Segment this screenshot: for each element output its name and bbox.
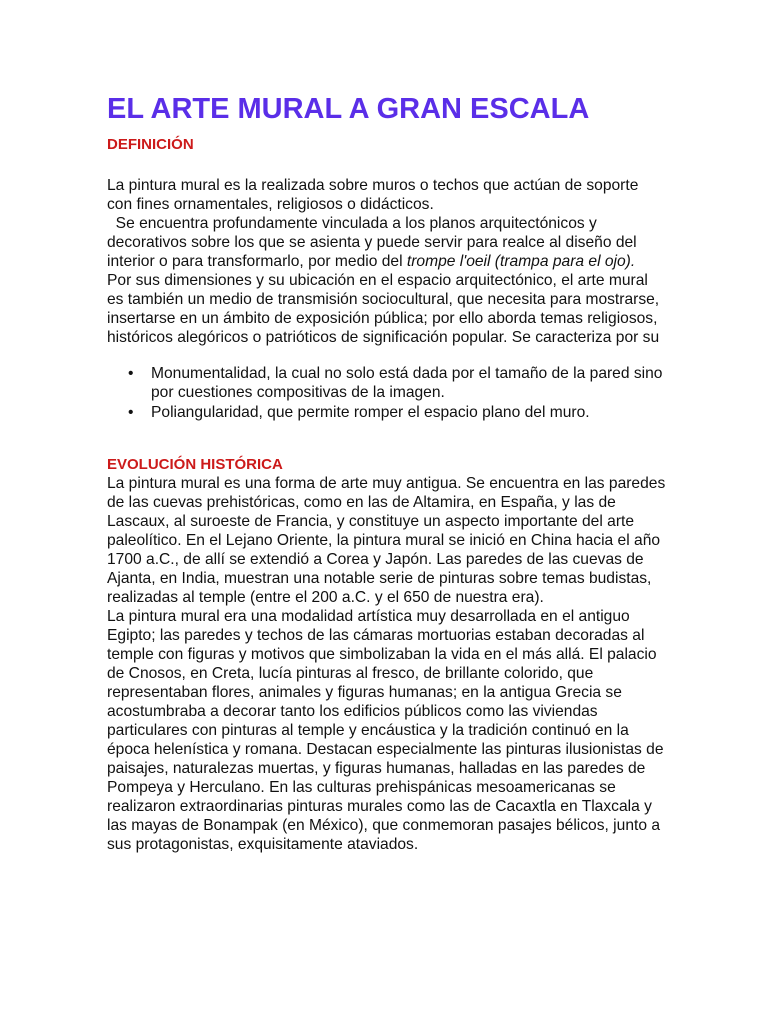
section-heading-evolucion: EVOLUCIÓN HISTÓRICA — [107, 456, 283, 473]
definicion-paragraph-2-text: Se encuentra profundamente vinculada a los planos arquitectónicos y decorativos sobre los que se asienta y puede servir para realce al diseño del interior o para transformarlo, por medio del — [107, 215, 637, 270]
spacer — [107, 154, 667, 176]
characteristics-list — [107, 364, 667, 422]
definicion-paragraph-3: Por sus dimensiones y su ubicación en el espacio arquitectónico, el arte mural es también un medio de transmisión sociocultural, que necesita para mostrarse, insertarse en un ámbito de exposición pública; por ello aborda temas religiosos, históricos alegóricos o patrióticos de significación popular. Se caracteriza por su — [107, 272, 660, 346]
list-item-text: Monumentalidad, la cual no solo está dada por el tamaño de la pared sino por cuestiones compositivas de la imagen. — [151, 365, 663, 401]
bullet-icon: • — [128, 404, 134, 421]
evolucion-paragraph-2: La pintura mural era una modalidad artística muy desarrollada en el antiguo Egipto; las paredes y techos de las cámaras mortuorias estaban decoradas al temple con figuras y motivos que simbolizaban la vida en el más allá. El palacio de Cnosos, en Creta, lucía pinturas al fresco, de brillante colorido, que representaban flores, animales y figuras humanas; en la antigua Grecia se acostumbraba a decorar tanto los edificios públicos como las viviendas particulares con pinturas al temple y encáustica y la tradición continuó en la época helenística y romana. Destacan especialmente las pinturas ilusionistas de paisajes, naturalezas muertas, y figuras humanas, halladas en las paredes de Pompeya y Herculano. En las culturas prehispánicas mesoamericanas se realizaron extraordinarias pinturas murales como las de Cacaxtla en Tlaxcala y las mayas de Bonampak (en México), que conmemoran pasajes bélicos, junto a sus protagonistas, exquisitamente ataviados. — [107, 608, 664, 853]
spacer — [107, 423, 667, 456]
evolucion-paragraph-1: La pintura mural es una forma de arte muy antigua. Se encuentra en las paredes de las cuevas prehistóricas, como en las de Altamira, en España, y las de Lascaux, al suroeste de Francia, y constituye un aspecto importante del arte paleolítico. En el Lejano Oriente, la pintura mural se inició en China hacia el año 1700 a.C., de allí se extendió a Corea y Japón. Las paredes de las cuevas de Ajanta, en India, muestran una notable serie de pinturas sobre temas budistas, realizadas al temple (entre el 200 a.C. y el 650 de nuestra era). — [107, 475, 666, 606]
spacer — [107, 347, 667, 364]
list-item — [107, 403, 667, 422]
definicion-paragraph-2 — [107, 214, 667, 271]
list-item-text: Poliangularidad, que permite romper el espacio plano del muro. — [151, 404, 590, 421]
document-page — [107, 92, 667, 854]
section-heading-definicion: DEFINICIÓN — [107, 136, 194, 153]
definicion-paragraph-1: La pintura mural es la realizada sobre muros o techos que actúan de soporte con fines ornamentales, religiosos o didácticos. — [107, 177, 639, 213]
bullet-icon: • — [128, 365, 134, 382]
page-title: EL ARTE MURAL A GRAN ESCALA — [107, 93, 590, 125]
list-item — [107, 364, 667, 402]
trompe-loeil-italic: trompe l'oeil (trampa para el ojo). — [406, 253, 636, 270]
